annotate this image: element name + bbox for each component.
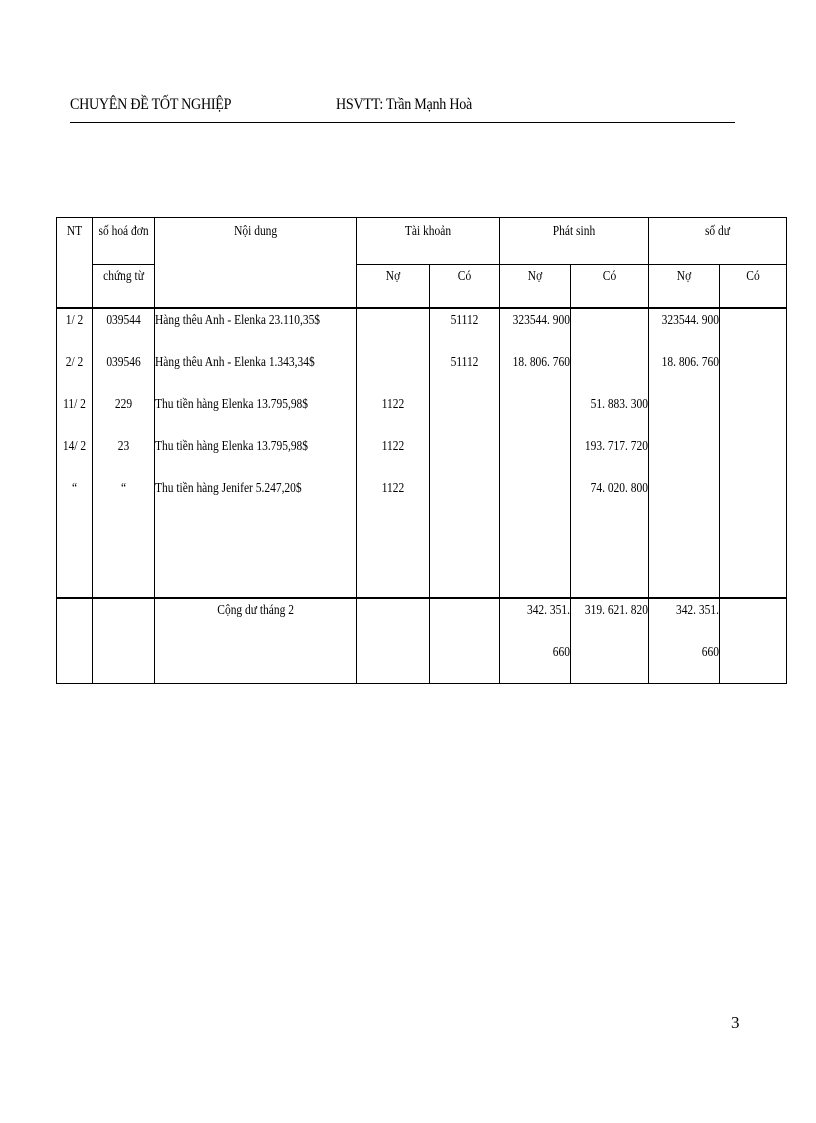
cell-noi-dung: Thu tiền hàng Elenka 13.795,98$ <box>155 435 357 477</box>
header-chung-tu: chứng từ <box>93 265 155 309</box>
table-row <box>57 308 787 351</box>
cell-tk-co: 51112 <box>430 308 500 351</box>
total-row <box>57 598 787 641</box>
cell-tk-no <box>357 351 430 393</box>
cell-ps-no: 18. 806. 760 <box>500 351 571 393</box>
header-ps-co: Có <box>571 265 649 309</box>
page-number: 3 <box>731 1013 740 1032</box>
total-du-no: 342. 351. <box>649 598 720 641</box>
document-header-title: CHUYÊN ĐỀ TỐT NGHIỆP <box>70 96 232 113</box>
cell-ps-no <box>500 393 571 435</box>
total-row-cont <box>57 641 787 684</box>
cell-nt: “ <box>57 477 93 519</box>
cell-ps-co: 51. 883. 300 <box>571 393 649 435</box>
cell-ps-no: 323544. 900 <box>500 308 571 351</box>
cell-du-no <box>649 435 720 477</box>
cell-so: 039544 <box>93 308 155 351</box>
cell-noi-dung: Thu tiền hàng Elenka 13.795,98$ <box>155 393 357 435</box>
cell-du-no <box>649 393 720 435</box>
cell-ps-co: 193. 717. 720 <box>571 435 649 477</box>
cell-ps-co <box>571 308 649 351</box>
table-row <box>57 477 787 519</box>
header-noi-dung: Nội dung <box>155 218 357 265</box>
header-tk-no: Nợ <box>357 265 430 309</box>
header-row-1 <box>57 218 787 265</box>
cell-tk-no: 1122 <box>357 477 430 519</box>
cell-du-no: 323544. 900 <box>649 308 720 351</box>
cell-so: “ <box>93 477 155 519</box>
table-row <box>57 351 787 393</box>
cell-du-no <box>649 477 720 519</box>
cell-nt: 2/ 2 <box>57 351 93 393</box>
total-du-no-cont: 660 <box>649 641 720 684</box>
cell-du-co <box>720 477 787 519</box>
table-row <box>57 435 787 477</box>
table-row <box>57 393 787 435</box>
cell-nt: 1/ 2 <box>57 308 93 351</box>
document-header-author: HSVTT: Trần Mạnh Hoà <box>336 96 473 113</box>
cell-so: 039546 <box>93 351 155 393</box>
header-rule <box>70 122 735 123</box>
cell-so: 23 <box>93 435 155 477</box>
cell-ps-co <box>571 351 649 393</box>
header-row-2 <box>57 265 787 309</box>
cell-du-co <box>720 308 787 351</box>
header-tk-co: Có <box>430 265 500 309</box>
cell-nt: 11/ 2 <box>57 393 93 435</box>
cell-ps-no <box>500 435 571 477</box>
cell-du-co <box>720 435 787 477</box>
cell-ps-co: 74. 020. 800 <box>571 477 649 519</box>
cell-tk-co: 51112 <box>430 351 500 393</box>
cell-so: 229 <box>93 393 155 435</box>
header-ps-no: Nợ <box>500 265 571 309</box>
cell-du-no: 18. 806. 760 <box>649 351 720 393</box>
cell-ps-no <box>500 477 571 519</box>
cell-du-co <box>720 393 787 435</box>
header-du-no: Nợ <box>649 265 720 309</box>
ledger-table <box>56 217 787 684</box>
cell-tk-no <box>357 308 430 351</box>
total-ps-no: 342. 351. <box>500 598 571 641</box>
header-tai-khoan: Tài khoản <box>357 218 500 265</box>
header-nt-cont <box>57 265 93 309</box>
cell-noi-dung: Hàng thêu Anh - Elenka 23.110,35$ <box>155 308 357 351</box>
cell-noi-dung: Hàng thêu Anh - Elenka 1.343,34$ <box>155 351 357 393</box>
header-so-du: số dư <box>649 218 787 265</box>
cell-du-co <box>720 351 787 393</box>
header-so-hoa-don: số hoá đơn <box>93 218 155 265</box>
cell-tk-no: 1122 <box>357 393 430 435</box>
table-row-empty <box>57 519 787 598</box>
total-ps-co: 319. 621. 820 <box>571 598 649 641</box>
header-phat-sinh: Phát sinh <box>500 218 649 265</box>
cell-noi-dung: Thu tiền hàng Jenifer 5.247,20$ <box>155 477 357 519</box>
cell-nt: 14/ 2 <box>57 435 93 477</box>
cell-tk-no: 1122 <box>357 435 430 477</box>
header-nt: NT <box>57 218 93 265</box>
cell-tk-co <box>430 393 500 435</box>
total-label: Cộng dư tháng 2 <box>155 598 357 641</box>
total-ps-no-cont: 660 <box>500 641 571 684</box>
cell-tk-co <box>430 435 500 477</box>
header-noi-dung-cont <box>155 265 357 309</box>
cell-tk-co <box>430 477 500 519</box>
header-du-co: Có <box>720 265 787 309</box>
